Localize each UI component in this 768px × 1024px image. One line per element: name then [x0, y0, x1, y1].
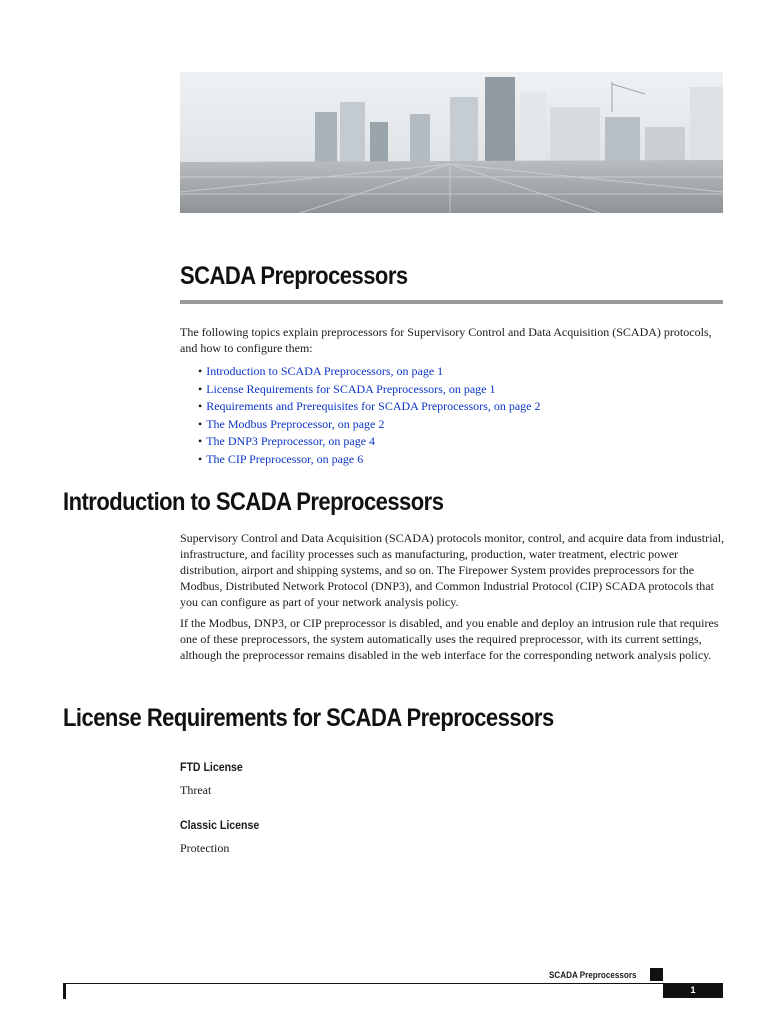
bullet-icon: •	[198, 381, 203, 396]
classic-license-value: Protection	[180, 841, 230, 855]
footer-chapter-label: SCADA Preprocessors	[549, 970, 637, 980]
page-number: 1	[663, 983, 723, 998]
footer-left-tick	[63, 983, 66, 999]
bullet-icon: •	[198, 416, 203, 431]
topic-list-item	[198, 398, 540, 416]
classic-license-label: Classic License	[180, 818, 260, 832]
chapter-title: SCADA Preprocessors	[180, 262, 408, 290]
toc-link-dnp3[interactable]: The DNP3 Preprocessor, on page 4	[206, 434, 376, 448]
topic-list-item	[198, 451, 540, 469]
header-city-photo	[180, 72, 723, 213]
chapter-intro: The following topics explain preprocessors for Supervisory Control and Data Acquisition (SCADA) protocols, and how to configure them:	[180, 325, 712, 355]
topic-list-item	[198, 433, 540, 451]
toc-link-cip[interactable]: The CIP Preprocessor, on page 6	[206, 451, 364, 466]
toc-link-modbus[interactable]: The Modbus Preprocessor, on page 2	[206, 416, 385, 431]
ftd-license-label: FTD License	[180, 760, 243, 774]
introduction-paragraph-1: Supervisory Control and Data Acquisition (SCADA) protocols monitor, control, and acquire data from industrial, infrastructure, and facility processes such as manufacturing, production, water treatment, electric power distribution, airport and shipping systems, and so on. The Firepower System provides preprocessors for the Modbus, Distributed Network Protocol (DNP3), and Common Industrial Protocol (CIP) SCADA protocols that you can configure as part of your network analysis policy.	[180, 531, 725, 609]
footer-divider	[63, 983, 723, 984]
topic-list-item	[198, 381, 540, 399]
footer-marker	[650, 968, 663, 981]
ftd-license-value: Threat	[180, 783, 212, 797]
bullet-icon: •	[198, 451, 203, 466]
introduction-heading: Introduction to SCADA Preprocessors	[63, 488, 444, 516]
toc-link-introduction[interactable]: Introduction to SCADA Preprocessors, on page 1	[206, 364, 444, 378]
toc-link-requirements[interactable]: Requirements and Prerequisites for SCADA Preprocessors, on page 2	[206, 399, 541, 413]
title-divider	[180, 300, 723, 304]
bullet-icon: •	[198, 364, 203, 378]
toc-link-license[interactable]: License Requirements for SCADA Preprocessors, on page 1	[206, 381, 496, 396]
license-heading: License Requirements for SCADA Preprocessors	[63, 704, 554, 732]
topic-list-item	[198, 416, 540, 434]
topic-list	[198, 363, 540, 468]
bullet-icon: •	[198, 434, 203, 448]
topic-list-item	[198, 363, 540, 381]
introduction-paragraph-2: If the Modbus, DNP3, or CIP preprocessor is disabled, and you enable and deploy an intrusion rule that requires one of these preprocessors, the system automatically uses the required preprocessor, with its current settings, although the preprocessor remains disabled in the web interface for the corresponding network analysis policy.	[180, 616, 719, 662]
bullet-icon: •	[198, 399, 203, 413]
